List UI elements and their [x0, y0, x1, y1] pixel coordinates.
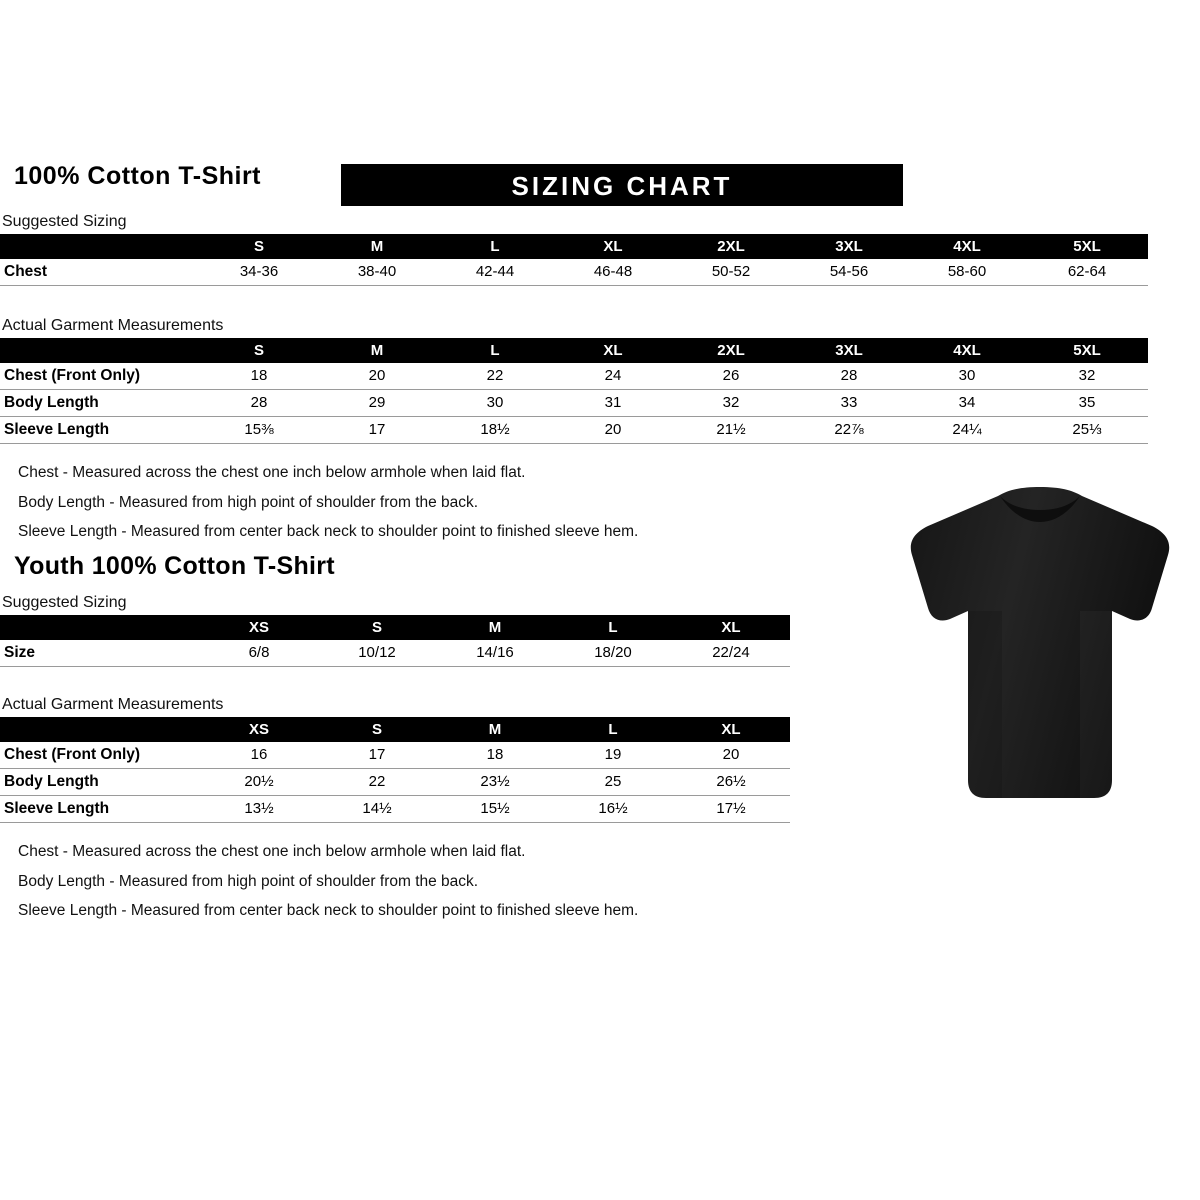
cell: 22⅞: [790, 417, 908, 444]
cell: 18/20: [554, 640, 672, 667]
adult-note-chest: Chest - Measured across the chest one inch below armhole when laid flat.: [18, 464, 526, 481]
youth-section-title: Youth 100% Cotton T-Shirt: [14, 552, 335, 580]
col-header: 4XL: [953, 238, 981, 255]
youth-suggested-sizing-label: Suggested Sizing: [2, 594, 127, 611]
row-label: Sleeve Length: [0, 417, 200, 444]
black-tshirt-illustration: [890, 480, 1190, 810]
cell: 18: [200, 363, 318, 390]
cell: 22: [436, 363, 554, 390]
youth-actual-measurements-label: Actual Garment Measurements: [2, 696, 224, 713]
col-header: 2XL: [717, 238, 745, 255]
cell: 32: [672, 390, 790, 417]
sizing-chart-banner-label: SIZING CHART: [511, 171, 733, 201]
cell: 29: [318, 390, 436, 417]
col-header: S: [371, 721, 382, 738]
cell: 20: [318, 363, 436, 390]
adult-suggested-sizing-table: [0, 234, 1148, 286]
adult-note-sleeve-length: Sleeve Length - Measured from center back neck to shoulder point to finished sleeve hem.: [18, 523, 639, 540]
col-header: XL: [603, 238, 623, 255]
cell: 18½: [436, 417, 554, 444]
youth-actual-measurements-table: [0, 717, 790, 823]
youth-suggested-sizing-table: [0, 615, 790, 667]
col-header: 5XL: [1073, 238, 1101, 255]
cell: 35: [1026, 390, 1148, 417]
col-header: 5XL: [1073, 342, 1101, 359]
cell: 17: [318, 417, 436, 444]
cell: 50-52: [672, 259, 790, 286]
cell: 18: [436, 742, 554, 769]
cell: 46-48: [554, 259, 672, 286]
cell: 16: [200, 742, 318, 769]
col-header: XL: [721, 721, 741, 738]
cell: 6/8: [200, 640, 318, 667]
cell: 58-60: [908, 259, 1026, 286]
col-header: L: [490, 342, 500, 359]
sizing-chart-banner: [341, 164, 903, 206]
cell: 13½: [200, 796, 318, 823]
cell: 24¼: [908, 417, 1026, 444]
cell: 14/16: [436, 640, 554, 667]
cell: 22/24: [672, 640, 790, 667]
col-header: S: [371, 619, 382, 636]
cell: 28: [790, 363, 908, 390]
cell: 26½: [672, 769, 790, 796]
cell: 20: [554, 417, 672, 444]
adult-actual-measurements-table: [0, 338, 1148, 444]
cell: 17½: [672, 796, 790, 823]
row-label: Chest: [0, 259, 200, 286]
col-header: L: [490, 238, 500, 255]
cell: 20: [672, 742, 790, 769]
table-header-row: [0, 338, 1148, 363]
cell: 33: [790, 390, 908, 417]
col-header: [0, 615, 200, 640]
col-header: 3XL: [835, 342, 863, 359]
table-row: [0, 417, 1148, 444]
adult-suggested-sizing-label: Suggested Sizing: [2, 213, 127, 230]
col-header: XS: [248, 619, 269, 636]
table-row: [0, 796, 790, 823]
cell: 25⅓: [1026, 417, 1148, 444]
cell: 14½: [318, 796, 436, 823]
cell: 34-36: [200, 259, 318, 286]
table-row: [0, 390, 1148, 417]
cell: 23½: [436, 769, 554, 796]
col-header: M: [370, 342, 384, 359]
col-header: 4XL: [953, 342, 981, 359]
col-header: S: [253, 238, 264, 255]
cell: 28: [200, 390, 318, 417]
cell: 42-44: [436, 259, 554, 286]
cell: 20½: [200, 769, 318, 796]
row-label: Chest (Front Only): [0, 363, 200, 390]
col-header: 2XL: [717, 342, 745, 359]
cell: 32: [1026, 363, 1148, 390]
cell: 15½: [436, 796, 554, 823]
row-label: Body Length: [0, 769, 200, 796]
col-header: XS: [248, 721, 269, 738]
col-header: L: [608, 721, 618, 738]
cell: 24: [554, 363, 672, 390]
cell: 25: [554, 769, 672, 796]
cell: 15⅜: [200, 417, 318, 444]
row-label: Body Length: [0, 390, 200, 417]
youth-note-body-length: Body Length - Measured from high point of shoulder from the back.: [18, 873, 479, 890]
table-row: [0, 363, 1148, 390]
col-header: [0, 338, 200, 363]
cell: 30: [436, 390, 554, 417]
table-row: [0, 259, 1148, 286]
col-header: 3XL: [835, 238, 863, 255]
table-row: [0, 640, 790, 667]
cell: 19: [554, 742, 672, 769]
col-header: [0, 717, 200, 742]
row-label: Chest (Front Only): [0, 742, 200, 769]
col-header: XL: [721, 619, 741, 636]
col-header: M: [488, 721, 502, 738]
col-header: S: [253, 342, 264, 359]
col-header: [0, 234, 200, 259]
youth-note-chest: Chest - Measured across the chest one inch below armhole when laid flat.: [18, 843, 526, 860]
col-header: M: [488, 619, 502, 636]
cell: 22: [318, 769, 436, 796]
cell: 17: [318, 742, 436, 769]
table-row: [0, 769, 790, 796]
col-header: XL: [603, 342, 623, 359]
cell: 31: [554, 390, 672, 417]
adult-actual-measurements-label: Actual Garment Measurements: [2, 317, 224, 334]
cell: 30: [908, 363, 1026, 390]
col-header: L: [608, 619, 618, 636]
table-header-row: [0, 615, 790, 640]
cell: 21½: [672, 417, 790, 444]
table-header-row: [0, 234, 1148, 259]
cell: 38-40: [318, 259, 436, 286]
col-header: M: [370, 238, 384, 255]
cell: 54-56: [790, 259, 908, 286]
row-label: Sleeve Length: [0, 796, 200, 823]
adult-note-body-length: Body Length - Measured from high point of shoulder from the back.: [18, 494, 479, 511]
youth-note-sleeve-length: Sleeve Length - Measured from center back neck to shoulder point to finished sleeve hem.: [18, 902, 639, 919]
cell: 10/12: [318, 640, 436, 667]
cell: 26: [672, 363, 790, 390]
adult-section-title: 100% Cotton T-Shirt: [14, 162, 262, 190]
cell: 16½: [554, 796, 672, 823]
table-row: [0, 742, 790, 769]
table-header-row: [0, 717, 790, 742]
cell: 34: [908, 390, 1026, 417]
row-label: Size: [0, 640, 200, 667]
cell: 62-64: [1026, 259, 1148, 286]
